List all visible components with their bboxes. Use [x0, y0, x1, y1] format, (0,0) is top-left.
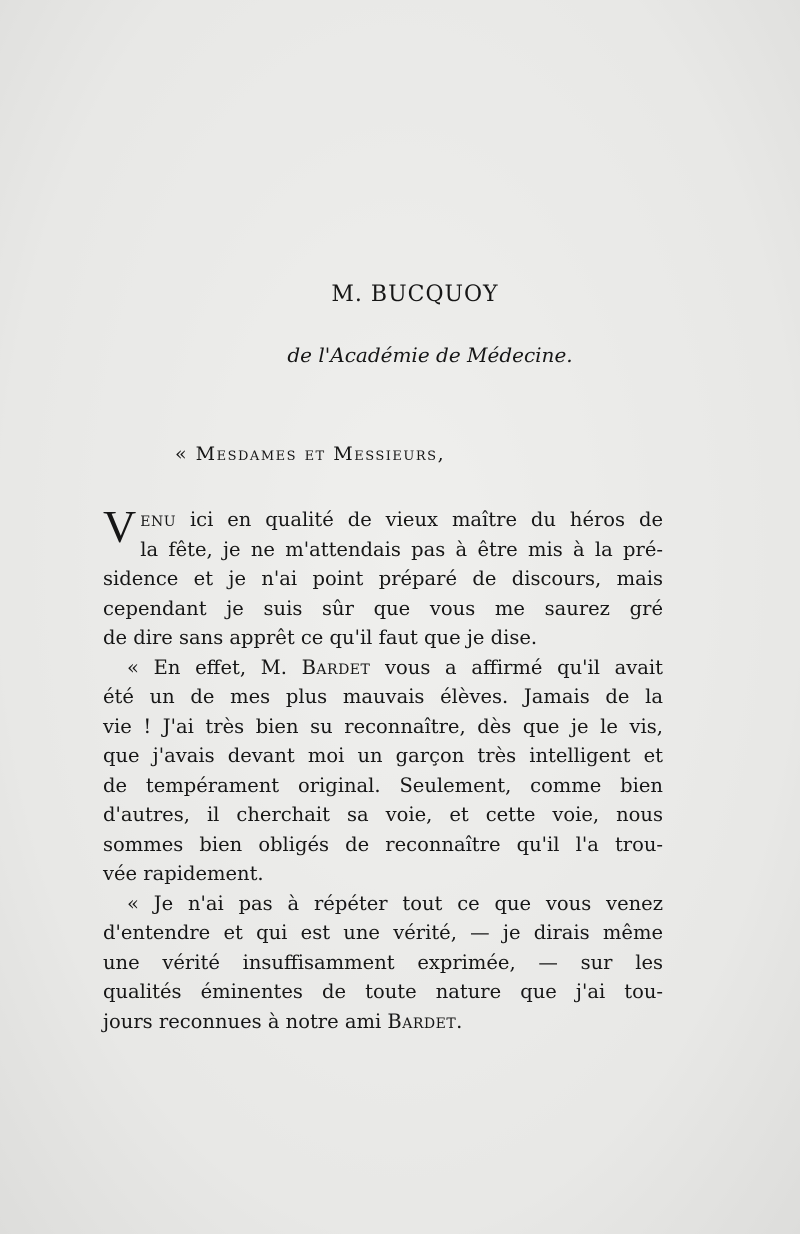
text-line: « Je n'ai pas à répéter tout ce que vous venez — [127, 891, 663, 915]
text-line: d'autres, il cherchait sa voie, et cette voie, nous — [103, 803, 663, 826]
text-line: que j'avais devant moi un garçon très intelligent et — [103, 744, 663, 767]
text-line: qualités éminentes de toute nature que j'ai tou- — [103, 980, 663, 1003]
speech-body — [103, 501, 663, 1036]
line-text: jours reconnues à notre ami — [103, 1009, 388, 1033]
text-line: de tempérament original. Seulement, comme bien — [103, 773, 663, 797]
text-line: d'entendre et qui est une vérité, — je dirais même — [103, 921, 663, 944]
paragraph-2 — [103, 653, 663, 889]
text-line: vée rapidement. — [103, 862, 264, 885]
line-text: vous a affirmé qu'il avait — [370, 655, 663, 679]
person-name: Bardet — [301, 655, 371, 679]
line-text: . — [456, 1009, 463, 1033]
line-text: « En effet, M. — [127, 655, 302, 679]
paragraph-1 — [103, 501, 663, 653]
text-line: vie ! J'ai très bien su reconnaître, dès que je le vis, — [103, 714, 663, 738]
paragraph-3 — [103, 889, 663, 1037]
text-line: été un de mes plus mauvais élèves. Jamais de la — [103, 685, 663, 708]
page-title: M. BUCQUOY — [331, 282, 499, 307]
paragraph-3-last-line — [103, 1007, 663, 1037]
salutation: « Mesdames et Messieurs, — [175, 443, 446, 465]
text-line: sommes bien obligés de reconnaître qu'il l'a trou- — [103, 832, 663, 856]
drop-cap: V — [103, 501, 137, 552]
text-line: une vérité insuffisamment exprimée, — sur les — [103, 950, 663, 974]
page-subtitle: de l'Académie de Médecine. — [287, 343, 573, 367]
text-line: cependant je suis sûr que vous me saurez gré — [103, 596, 663, 620]
line-text: ici en qualité de vieux maître du héros de — [176, 508, 663, 531]
first-word-rest: enu — [140, 508, 177, 531]
paragraph-2-line-1 — [103, 653, 663, 683]
person-name: Bardet — [387, 1009, 457, 1033]
text-line: la fête, je ne m'attendais pas à être mis à la pré- — [140, 537, 663, 561]
text-line: sidence et je n'ai point préparé de discours, mais — [103, 567, 663, 590]
text-line: de dire sans apprêt ce qu'il faut que je dise. — [103, 626, 538, 649]
